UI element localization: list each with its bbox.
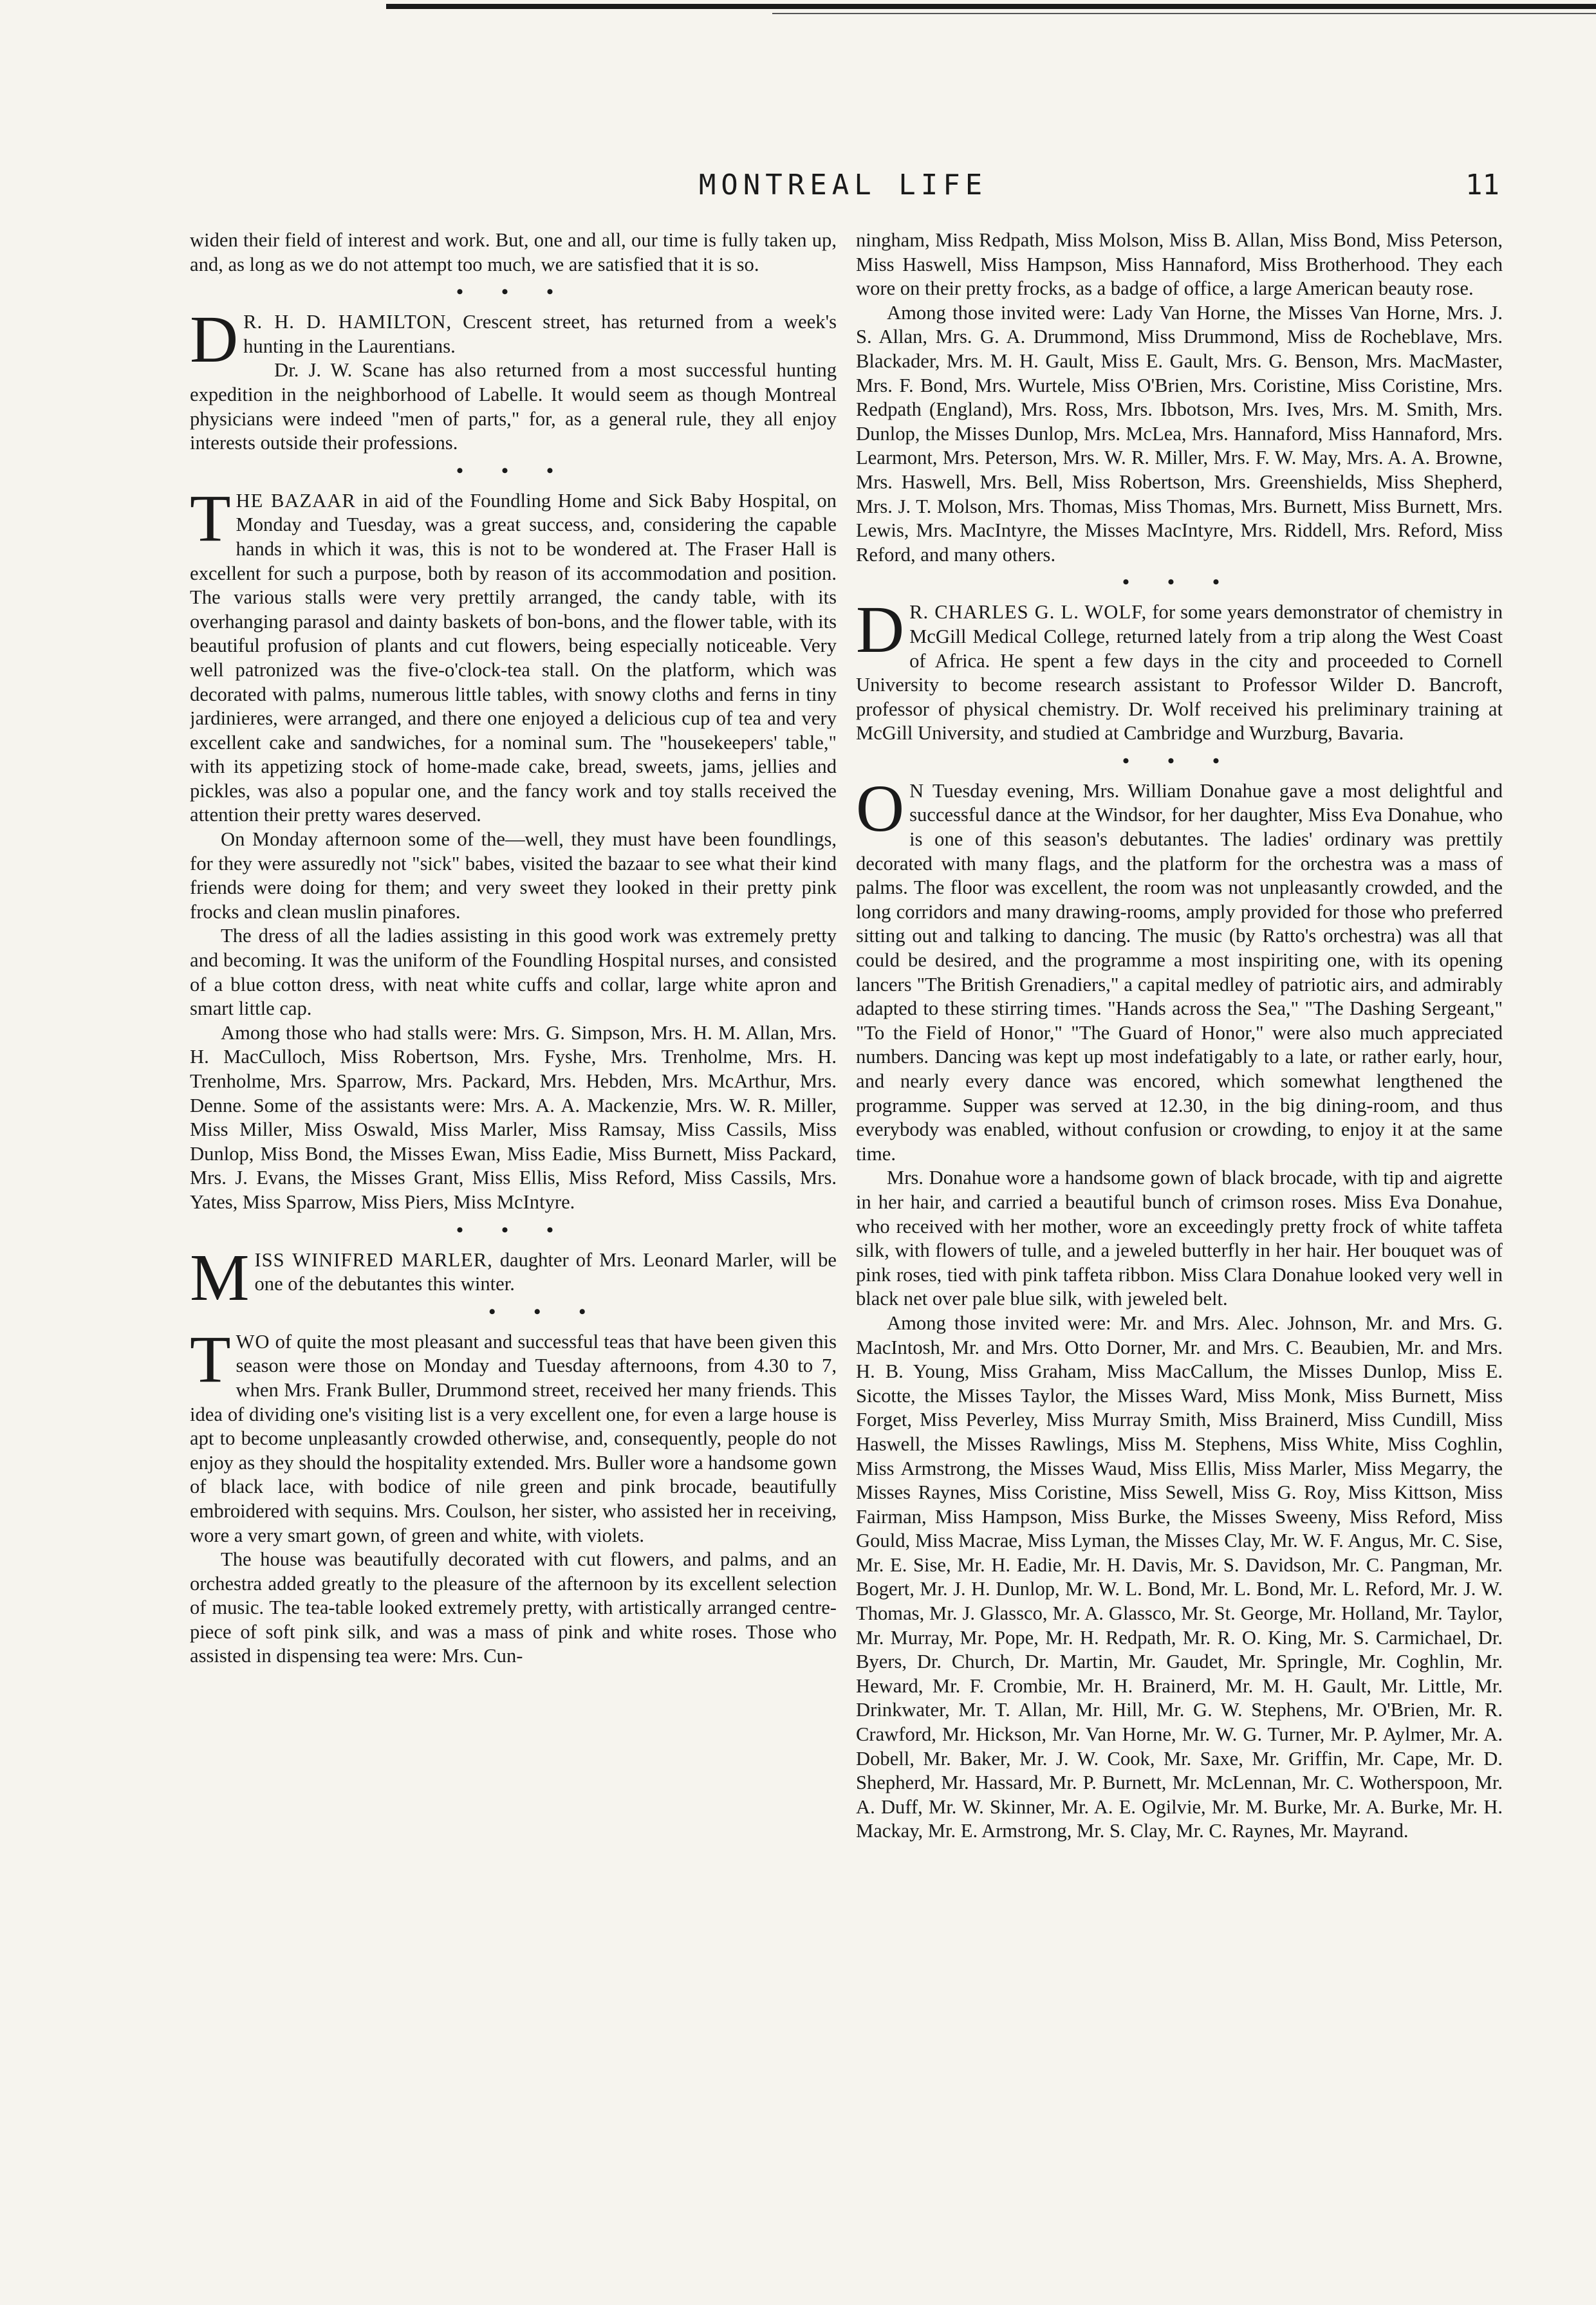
article-paragraph: Mrs. Donahue wore a handsome gown of black brocade, with tip and aigrette in her hair, and carried a beautiful bunch of crimson roses. Miss Eva Donahue, who received with her mother, wore an exceedingly pretty frock of white taffeta silk, with flowers of tulle, and a jeweled butterfly in her hair. Her bouquet was of pink roses, tied with pink taffeta ribbon. Miss Clara Donahue looked very well in black net over pale blue silk, with jeweled belt. <box>856 1167 1503 1310</box>
article-wolf <box>856 593 1503 746</box>
article-lead: N <box>909 779 925 802</box>
separator: • • • <box>1122 571 1236 593</box>
separator: • • • <box>1122 750 1236 772</box>
separator: • • • <box>456 1219 570 1241</box>
article-lead: R. CHARLES G. L. WOLF, <box>909 601 1147 624</box>
article-body: Crescent street, has returned from a week's hunting in the Laurentians. <box>243 311 837 357</box>
article-paragraph: The house was beautifully decorated with cut flowers, and palms, and an orchestra added greatly to the pleasure of the afternoon by its excellent selection of music. The tea-table looked extremely pretty, with artistically arranged centre-piece of soft pink silk, and was a mass of pink and white roses. Those who assisted in dispensing tea were: Mrs. Cun- <box>190 1548 837 1667</box>
article-paragraph: Among those who had stalls were: Mrs. G. Simpson, Mrs. H. M. Allan, Mrs. H. MacCulloch, Miss Robertson, Mrs. Fyshe, Mrs. Trenholme, Mrs. H. Trenholme, Mrs. Sparrow, Mrs. Packard, Mrs. Hebden, Mrs. McArthur, Mrs. Denne. Some of the assistants were: Mrs. A. A. Mackenzie, Mrs. W. R. Miller, Miss Miller, Miss Oswald, Miss Marler, Miss Ramsay, Miss Cassils, Miss Dunlop, Miss Bond, the Misses Ewan, Miss Eadie, Miss Burnett, Miss Packard, Mrs. J. Evans, the Misses Grant, Miss Ellis, Miss Reford, Miss Cassils, Mrs. Yates, Miss Sparrow, Miss Piers, Miss McIntyre. <box>190 1021 837 1213</box>
article-hamilton <box>190 302 837 377</box>
top-rule <box>386 4 1596 9</box>
article-body: in aid of the Foundling Home and Sick Baby Hospital, on Monday and Tuesday, was a great success, and, considering the capable hands in which it was, this is not to be wondered at. The Fraser Hall is excellent for such a purpose, both by reason of its accommodation and position. The various stalls were very prettily arranged, the candy table, with its overhanging parasol and dainty baskets of bon-bons, and the flower table, with its beautiful profusion of plants and cut flowers, being especially noticeable. Very well patronized was the five-o'clock-tea stall. On the platform, which was decorated with palms, numerous little tables, with snowy cloths and ferns in tiny jardinieres, were arranged, and there one enjoyed a delicious cup of tea and very excellent cake and sandwiches, for a nominal sum. The "housekeepers' table," with its appetizing stock of home-made cake, bread, sweets, jams, jellies and pickles, was also a popular one, and the fancy work and toy stalls received the attention their pretty wares deserved. <box>190 489 837 826</box>
article-continuation: ningham, Miss Redpath, Miss Molson, Miss B. Allan, Miss Bond, Miss Peterson, Miss Haswell, Miss Hampson, Miss Hannaford, Miss Brotherhood. They each wore on their pretty frocks, as a badge of office, a large American beauty rose. <box>856 229 1503 300</box>
article-lead: ISS WINIFRED MARLER, <box>254 1248 493 1271</box>
separator: • • • <box>488 1301 602 1322</box>
running-title: MONTREAL LIFE <box>698 169 988 201</box>
article-paragraph: On Monday afternoon some of the—well, they must have been foundlings, for they were assuredly not "sick" babes, visited the bazaar to see what their kind friends were doing for them; and very sweet they looked in their pretty pink frocks and clean muslin pinafores. <box>190 828 837 923</box>
drop-cap: M <box>190 1240 250 1315</box>
page-number: 11 <box>1465 169 1499 201</box>
separator: • • • <box>456 281 570 303</box>
drop-cap: T <box>190 1322 231 1396</box>
article-paragraph: The dress of all the ladies assisting in this good work was extremely pretty and becoming. It was the uniform of the Foundling Hospital nurses, and consisted of a blue cotton dress, with neat white cuffs and collar, large white apron and smart little cap. <box>190 925 837 1020</box>
article-lead: WO <box>236 1330 270 1353</box>
article-bazaar <box>190 481 837 828</box>
article-marler <box>190 1240 837 1315</box>
article-body: for some years demonstrator of chemistry in McGill Medical College, returned lately from a trip along the West Coast of Africa. He spent a few days in the city and proceeded to Cornell University to become research assistant to Professor Wilder D. Bancroft, professor of physical chemistry. Dr. Wolf received his preliminary training at McGill University, and studied at Cambridge and Wurzburg, Bavaria. <box>856 601 1503 745</box>
top-rule-thin <box>772 13 1596 14</box>
article-lead: HE BAZAAR <box>236 489 356 512</box>
article-body: of quite the most pleasant and successful teas that have been given this season were those on Monday and Tuesday afternoons, from 4.30 to 7, when Mrs. Frank Buller, Drummond street, received her many friends. This idea of dividing one's visiting list is a very excellent one, for even a large house is apt to become unpleasantly crowded otherwise, and, consequently, people do not enjoy as they should the hospitality extended. Mrs. Buller wore a handsome gown of black lace, with bodice of nile green and pink brocade, beautifully embroidered with sequins. Mrs. Coulson, her sister, who assisted her in receiving, wore a very smart gown, of green and white, with violets. <box>190 1330 837 1546</box>
drop-cap: O <box>856 771 905 846</box>
article-lead: R. H. D. HAMILTON, <box>243 311 452 333</box>
article-body: Tuesday evening, Mrs. William Donahue gave a most delightful and successful dance at the Windsor, for her daughter, Miss Eva Donahue, who is one of this season's debutantes. The ladies' ordinary was prettily decorated with many flags, and the platform for the orchestra was a mass of palms. The floor was excellent, the room was not unpleasantly crowded, and the long corridors and many drawing-rooms, amply provided for those who preferred sitting out and talking to dancing. The music (by Ratto's orchestra) was all that could be desired, and the programme a most inspiriting one, with its opening lancers "The British Grenadiers," a capital medley of patriotic airs, and admirably adapted to these stirring times. "Hands across the Sea," "The Dashing Sergeant," "To the Field of Honor," "The Guard of Honor," were also much appreciated numbers. Dancing was kept up most indefatigably to a late, or rather early, hour, and nearly every dance was encored, which somewhat lengthened the programme. Supper was served at 12.30, in the big dining-room, and thus everybody was enabled, without confusion or crowding, to enjoy it at the same time. <box>856 779 1503 1165</box>
left-column <box>190 228 837 2262</box>
article-donahue <box>856 771 1503 1167</box>
article-paragraph: Among those invited were: Mr. and Mrs. Alec. Johnson, Mr. and Mrs. G. MacIntosh, Mr. and Mrs. Otto Dorner, Mr. and Mrs. C. Beaubien, Mr. and Mrs. H. B. Young, Miss Graham, Miss MacCallum, the Misses Dunlop, Miss E. Sicotte, the Misses Taylor, the Misses Ward, Miss Monk, Miss Burnett, Miss Forget, Miss Peverley, Miss Murray Smith, Miss Brainerd, Miss Cundill, Miss Haswell, the Misses Rawlings, Miss M. Stephens, Miss White, Miss Coghlin, Miss Armstrong, the Misses Waud, Miss Ellis, Miss Marler, Miss Megarry, the Misses Raynes, Miss Coristine, Miss Sewell, Miss G. Roy, Miss Kittson, Miss Fairman, Miss Hampson, Miss Burke, the Misses Sweeny, Miss Reford, Miss Gould, Miss Macrae, Miss Lyman, the Misses Clay, Mr. W. F. Angus, Mr. C. Sise, Mr. E. Sise, Mr. H. Eadie, Mr. H. Davis, Mr. S. Davidson, Mr. C. Pangman, Mr. Bogert, Mr. J. H. Dunlop, Mr. W. L. Bond, Mr. L. Bond, Mr. L. Reford, Mr. J. W. Thomas, Mr. J. Glassco, Mr. A. Glassco, Mr. St. George, Mr. Holland, Mr. Taylor, Mr. Murray, Mr. Pope, Mr. H. Redpath, Mr. R. O. King, Mr. S. Carmichael, Dr. Byers, Dr. Church, Dr. Martin, Mr. Gaudet, Mr. Springle, Mr. Coghlin, Mr. Heward, Mr. F. Crombie, Mr. H. Brainerd, Mr. M. H. Gault, Mr. Little, Mr. Drinkwater, Mr. T. Allan, Mr. Hill, Mr. G. W. Stephens, Mr. O'Brien, Mr. R. Crawford, Mr. Hickson, Mr. Van Horne, Mr. W. G. Turner, Mr. P. Aylmer, Mr. A. Dobell, Mr. Baker, Mr. J. W. Cook, Mr. Saxe, Mr. Griffin, Mr. Cape, Mr. D. Shepherd, Mr. Hassard, Mr. P. Burnett, Mr. McLennan, Mr. C. Wotherspoon, Mr. A. Duff, Mr. W. Skinner, Mr. A. E. Ogilvie, Mr. M. Burke, Mr. A. Burke, Mr. H. Mackay, Mr. E. Armstrong, Mr. S. Clay, Mr. C. Raynes, Mr. Mayrand. <box>856 1311 1503 1842</box>
article-body: daughter of Mrs. Leonard Marler, will be one of the debutantes this winter. <box>254 1248 837 1295</box>
drop-cap: T <box>190 481 231 555</box>
article-teas <box>190 1322 837 1548</box>
page-header <box>187 169 1499 207</box>
article-continuation: widen their field of interest and work. But, one and all, our time is fully taken up, and, as long as we do not attempt too much, we are satisfied that it is so. <box>190 229 837 275</box>
article-paragraph: Among those invited were: Lady Van Horne, the Misses Van Horne, Mrs. J. S. Allan, Mrs. G. A. Drummond, Miss Drummond, Miss de Rocheblave, Mrs. Blackader, Mrs. M. H. Gault, Miss E. Gault, Mrs. G. Benson, Mrs. MacMaster, Mrs. F. Bond, Mrs. Wurtele, Miss O'Brien, Mrs. Coristine, Miss Coristine, Mrs. Redpath (England), Mrs. Ross, Mrs. Ibbotson, Mrs. Ives, Mrs. M. Smith, Mrs. Dunlop, the Misses Dunlop, Mrs. McLea, Mrs. Hannaford, Miss Hannaford, Mrs. Learmont, Mrs. Peterson, Mrs. W. R. Miller, Mrs. F. W. May, Mrs. A. A. Browne, Mrs. Haswell, Mrs. Bell, Miss Robertson, Mrs. Greenshields, Miss Shepherd, Mrs. J. T. Molson, Mrs. Thomas, Miss Thomas, Mrs. Burnett, Miss Burnett, Mrs. Lewis, Mrs. MacIntyre, the Misses MacIntyre, Mrs. Riddell, Mrs. Reford, Miss Reford, and many others. <box>856 301 1503 566</box>
separator: • • • <box>456 459 570 481</box>
article-scane: Dr. J. W. Scane has also returned from a most successful hunting expedition in the neighborhood of Labelle. It would seem as though Montreal physicians were indeed "men of parts," for, as a general rule, they all enjoy interests outside their professions. <box>190 359 837 454</box>
drop-cap: D <box>190 302 239 377</box>
drop-cap: D <box>856 593 905 667</box>
right-column <box>856 228 1503 2262</box>
